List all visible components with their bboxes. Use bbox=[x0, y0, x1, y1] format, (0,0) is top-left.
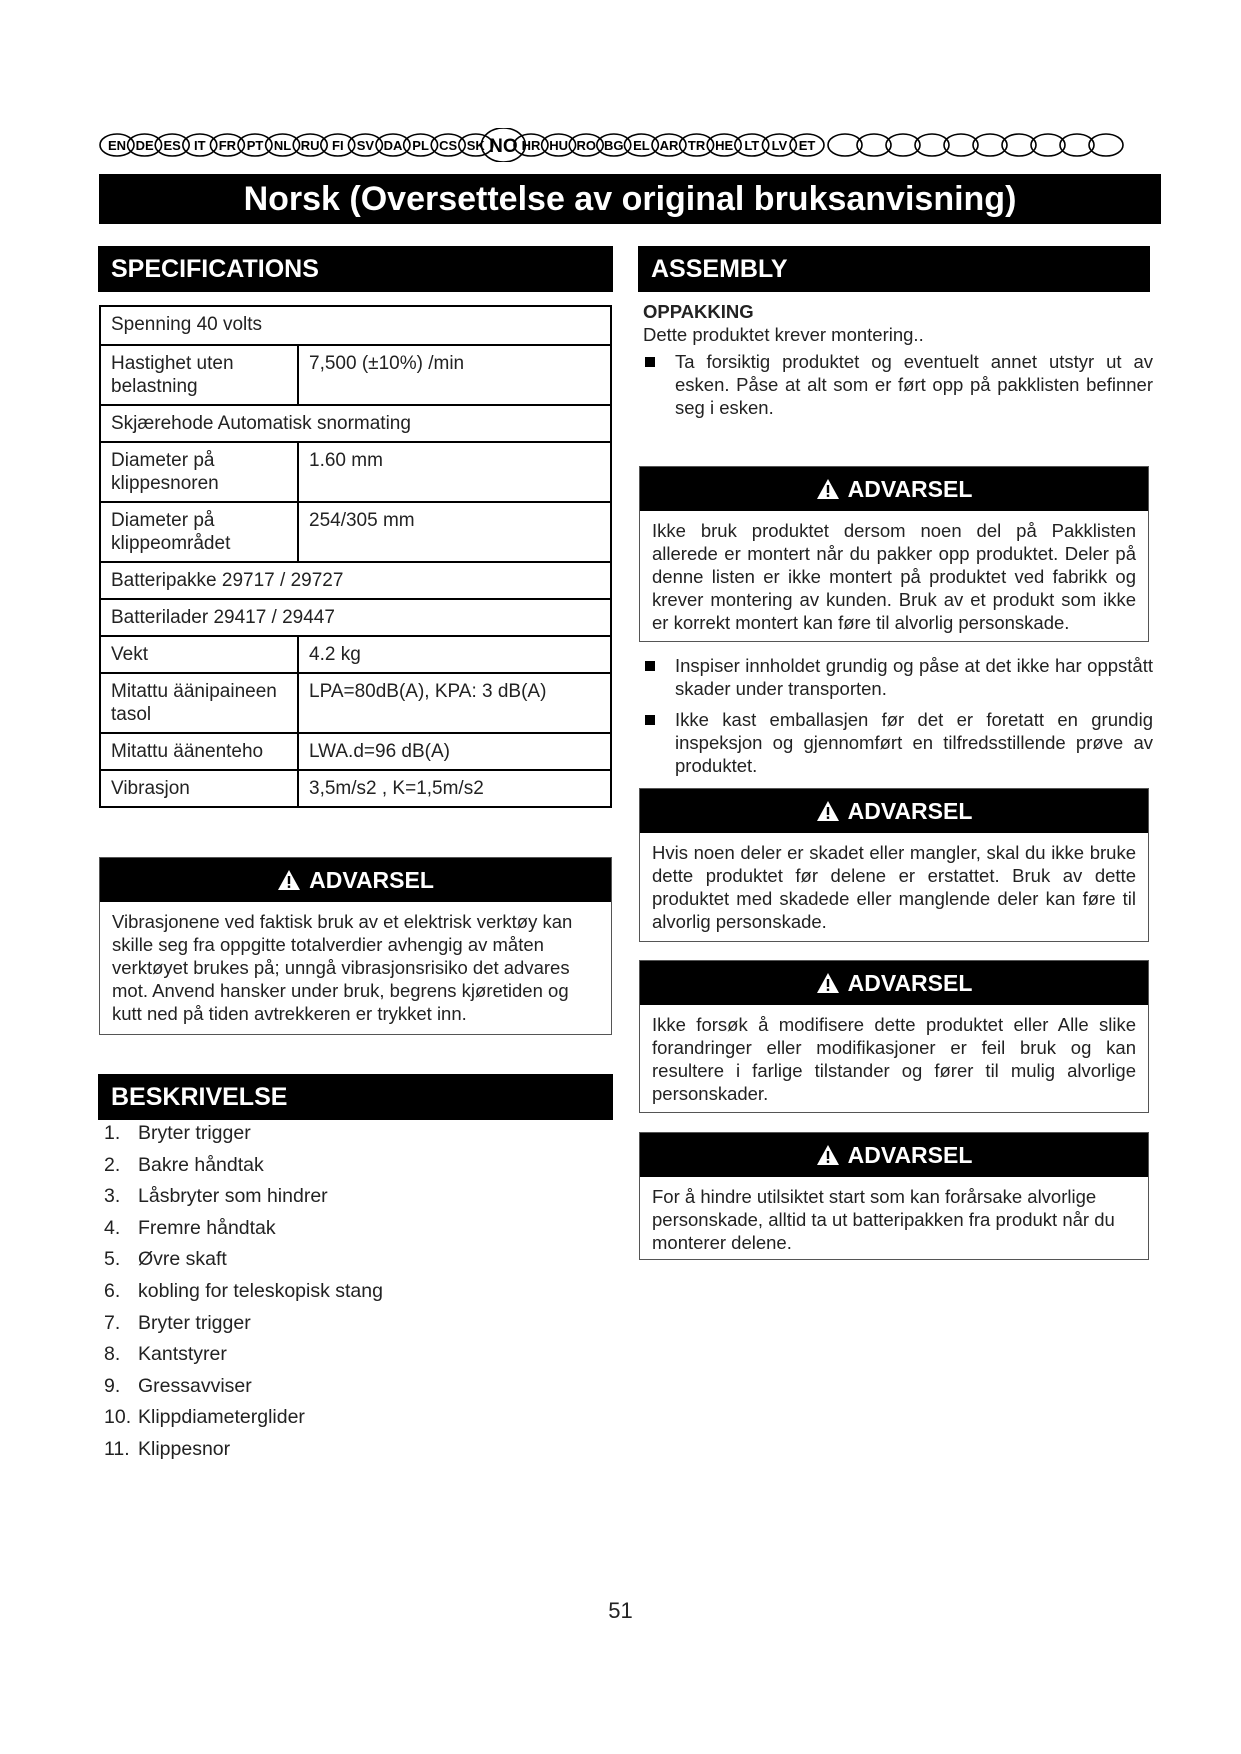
language-code-cs: CS bbox=[439, 138, 458, 153]
language-code-ar: AR bbox=[659, 138, 679, 153]
warning-header bbox=[640, 1133, 1148, 1177]
warning-header bbox=[640, 789, 1148, 833]
language-code-da: DA bbox=[383, 138, 403, 153]
spec-row bbox=[100, 442, 611, 502]
list-item: 10. Klippdiameterglider bbox=[104, 1406, 305, 1429]
spec-value: LWA.d=96 dB(A) bbox=[298, 733, 611, 770]
list-item: Ikke kast emballasjen før det er foretatt en grundig inspeksjon og gjennomført en tilfredsstillende prøve av produktet. bbox=[643, 708, 1153, 777]
warning-text: Hvis noen deler er skadet eller mangler, skal du ikke bruke dette produktet før delene er erstattet. Bruk av dette produktet med skadede eller manglende deler kan føre til alvorlig personskade. bbox=[652, 842, 1136, 932]
warning-heading: ADVARSEL bbox=[847, 475, 973, 502]
spec-row bbox=[100, 562, 611, 599]
list-item: 6. kobling for teleskopisk stang bbox=[104, 1279, 383, 1302]
warning-heading: ADVARSEL bbox=[847, 797, 973, 824]
page-number: 51 bbox=[608, 1598, 633, 1623]
spec-value: 4.2 kg bbox=[298, 636, 611, 673]
language-code-bg: BG bbox=[604, 138, 624, 153]
description-list bbox=[104, 1118, 383, 1466]
spec-row bbox=[100, 345, 611, 405]
specifications-table bbox=[99, 305, 612, 808]
list-item: 11. Klippesnor bbox=[104, 1437, 231, 1460]
spec-key: Batteripakke 29717 / 29727 bbox=[100, 562, 611, 599]
spec-row bbox=[100, 599, 611, 636]
language-code-lt: LT bbox=[744, 138, 760, 153]
inspection-bullets bbox=[643, 654, 1153, 785]
language-code-pl: PL bbox=[412, 138, 429, 153]
language-code-tr: TR bbox=[687, 138, 706, 153]
unpacking-bullets bbox=[643, 350, 1153, 419]
language-code-el: EL bbox=[633, 138, 650, 153]
list-item: 3. Låsbryter som hindrer bbox=[104, 1185, 328, 1208]
warning-heading: ADVARSEL bbox=[847, 969, 973, 996]
warning-header bbox=[100, 858, 611, 902]
language-code-fr: FR bbox=[218, 138, 237, 153]
warning-triangle-icon bbox=[816, 800, 840, 822]
spec-key: Vekt bbox=[100, 636, 298, 673]
language-selector-strip bbox=[99, 128, 1161, 162]
language-code-sv: SV bbox=[356, 138, 375, 153]
spec-key: Hastighet uten belastning bbox=[100, 345, 298, 405]
language-code-it: IT bbox=[194, 138, 206, 153]
spec-row bbox=[100, 673, 611, 733]
warning-assembly-box-1 bbox=[639, 466, 1149, 642]
spec-row bbox=[100, 502, 611, 562]
spec-value: 7,500 (±10%) /min bbox=[298, 345, 611, 405]
spec-row bbox=[100, 306, 611, 345]
warning-text: Ikke forsøk å modifisere dette produktet eller Alle slike forandringer eller modifikasjoner er feil bruk og kan resultere i farlige tilstander og fører til mulig alvorlige personskader. bbox=[652, 1014, 1136, 1104]
list-item: 1. Bryter trigger bbox=[104, 1122, 251, 1144]
spec-row bbox=[100, 636, 611, 673]
spec-key: Skjærehode Automatisk snormating bbox=[100, 405, 611, 442]
warning-vibration-box bbox=[99, 857, 612, 1035]
spec-row bbox=[100, 733, 611, 770]
spec-value: 3,5m/s2 , K=1,5m/s2 bbox=[298, 770, 611, 807]
spec-key: Mitattu äänenteho bbox=[100, 733, 298, 770]
spec-value: LPA=80dB(A), KPA: 3 dB(A) bbox=[298, 673, 611, 733]
warning-heading: ADVARSEL bbox=[309, 866, 434, 893]
language-code-en: EN bbox=[107, 138, 127, 153]
language-code-sk: SK bbox=[466, 138, 485, 153]
warning-text: Ikke bruk produktet dersom noen del på Pakklisten allerede er montert når du pakker opp produktet. Deler på denne listen er ikke montert på produktet ved fabrikk og krever montering av kunden. Bruk av et produkt som ikke er korrekt montert kan føre til alvorlig personskade. bbox=[652, 520, 1136, 633]
language-code-lv: LV bbox=[771, 138, 788, 153]
warning-text: Vibrasjonene ved faktisk bruk av et elektrisk verktøy kan skille seg fra oppgitte totalverdier avhengig av måten verktøyet brukes på; unngå vibrasjonsrisiko det advares mot. Anvend hansker under bruk, begrens kjøretiden og kutt ned på tiden avtrekkeren er trykket inn. bbox=[112, 911, 573, 1024]
assembly-intro-text: Dette produktet krever montering.. bbox=[643, 324, 924, 345]
warning-assembly-box-4 bbox=[639, 1132, 1149, 1260]
language-ovals bbox=[99, 128, 1161, 162]
list-item: 5. Øvre skaft bbox=[104, 1248, 227, 1271]
spec-row bbox=[100, 770, 611, 807]
language-code-nl: NL bbox=[273, 138, 292, 153]
language-code-ru: RU bbox=[300, 138, 320, 153]
warning-header bbox=[640, 961, 1148, 1005]
language-code-es: ES bbox=[163, 138, 181, 153]
unpacking-subheading: OPPAKKING bbox=[643, 301, 754, 322]
warning-text: For å hindre utilsiktet start som kan forårsake alvorlige personskade, alltid ta ut batteripakken fra produkt når du monterer delene. bbox=[652, 1186, 1115, 1253]
assembly-intro bbox=[643, 300, 1153, 419]
spec-key: Vibrasjon bbox=[100, 770, 298, 807]
spec-value: 254/305 mm bbox=[298, 502, 611, 562]
warning-triangle-icon bbox=[816, 1144, 840, 1166]
spec-row bbox=[100, 405, 611, 442]
language-code-he: HE bbox=[715, 138, 734, 153]
spec-key: Diameter på klippesnoren bbox=[100, 442, 298, 502]
warning-triangle-icon bbox=[816, 478, 840, 500]
language-code-no: NO bbox=[489, 136, 518, 157]
warning-heading: ADVARSEL bbox=[847, 1141, 973, 1168]
warning-header bbox=[640, 467, 1148, 511]
language-code-pt: PT bbox=[246, 138, 264, 153]
language-code-fi: FI bbox=[332, 138, 344, 153]
list-item: 8. Kantstyrer bbox=[104, 1343, 227, 1366]
warning-triangle-icon bbox=[816, 972, 840, 994]
list-item: 9. Gressavviser bbox=[104, 1374, 252, 1397]
description-heading: BESKRIVELSE bbox=[99, 1075, 612, 1119]
spec-value: 1.60 mm bbox=[298, 442, 611, 502]
spec-key: Diameter på klippeområdet bbox=[100, 502, 298, 562]
spec-key: Mitattu äänipaineen tasol bbox=[100, 673, 298, 733]
language-code-hu: HU bbox=[549, 138, 568, 153]
warning-triangle-icon bbox=[277, 869, 301, 891]
spec-key: Spenning 40 volts bbox=[100, 306, 611, 345]
language-code-de: DE bbox=[135, 138, 154, 153]
language-code-et: ET bbox=[798, 138, 816, 153]
spec-key: Batterilader 29417 / 29447 bbox=[100, 599, 611, 636]
specifications-heading: SPECIFICATIONS bbox=[99, 247, 612, 291]
warning-assembly-box-3 bbox=[639, 960, 1149, 1113]
list-item: 2. Bakre håndtak bbox=[104, 1153, 264, 1176]
list-item: Ta forsiktig produktet og eventuelt annet utstyr ut av esken. Påse at alt som er ført opp på pakklisten befinner seg i esken. bbox=[643, 350, 1153, 419]
list-item: 7. Bryter trigger bbox=[104, 1311, 251, 1334]
assembly-heading: ASSEMBLY bbox=[639, 247, 1149, 291]
page-title: Norsk (Oversettelse av original bruksanvisning) bbox=[99, 174, 1161, 224]
language-code-hr: HR bbox=[521, 138, 541, 153]
warning-assembly-box-2 bbox=[639, 788, 1149, 942]
language-code-ro: RO bbox=[576, 138, 596, 153]
list-item: 4. Fremre håndtak bbox=[104, 1216, 276, 1239]
list-item: Inspiser innholdet grundig og påse at det ikke har oppstått skader under transporten. bbox=[643, 654, 1153, 700]
